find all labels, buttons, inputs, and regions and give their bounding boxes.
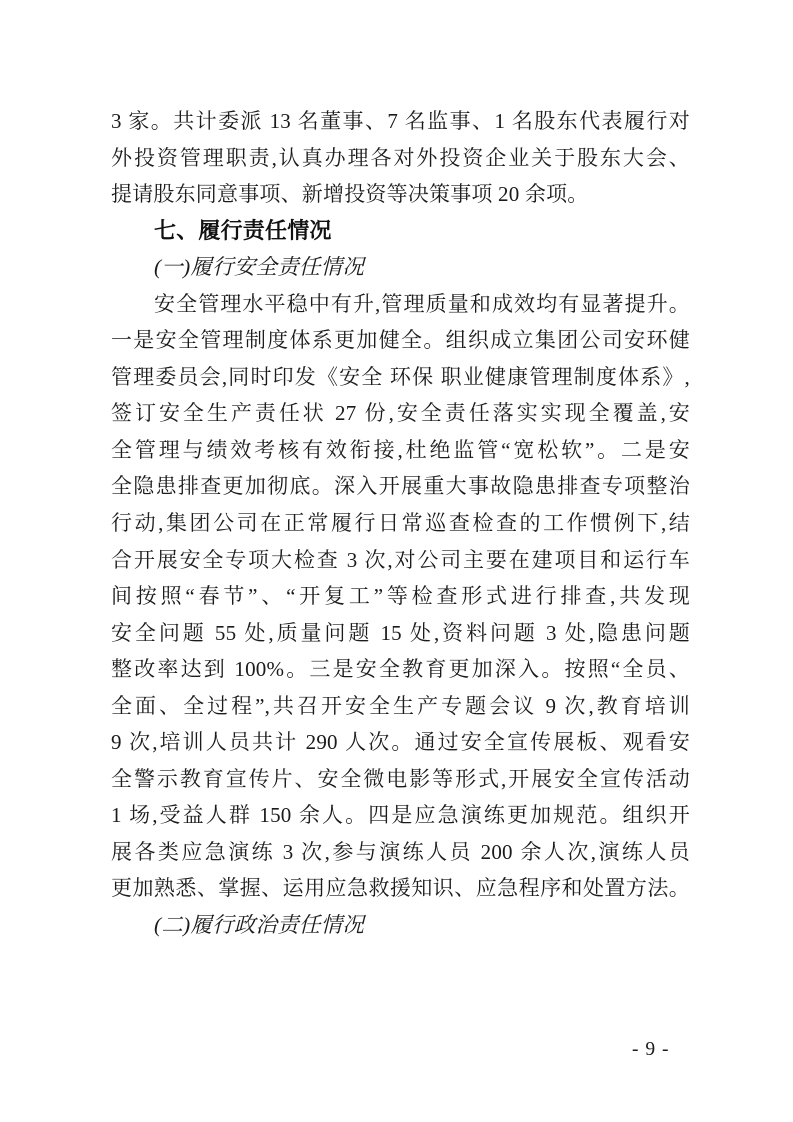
body-text-line: 行动,集团公司在正常履行日常巡查检查的工作惯例下,结 bbox=[111, 511, 690, 536]
body-text-line: 安全管理水平稳中有升,管理质量和成效均有显著提升。 bbox=[154, 291, 690, 316]
subsection-heading: (二)履行政治责任情况 bbox=[154, 913, 365, 938]
body-text-line: 间按照“春节”、“开复工”等检查形式进行排查,共发现 bbox=[111, 584, 690, 609]
body-text-line: 整改率达到 100%。三是安全教育更加深入。按照“全员、 bbox=[111, 657, 690, 682]
body-text-line: 签订安全生产责任状 27 份,安全责任落实实现全覆盖,安 bbox=[111, 401, 690, 426]
document-text-block bbox=[111, 103, 690, 944]
body-text-line: 全管理与绩效考核有效衔接,杜绝监管“宽松软”。二是安 bbox=[111, 437, 690, 462]
body-text-line: 全警示教育宣传片、安全微电影等形式,开展安全宣传活动 bbox=[111, 766, 690, 791]
body-text-line: 更加熟悉、掌握、运用应急救援知识、应急程序和处置方法。 bbox=[111, 876, 690, 901]
body-text-line: 全隐患排查更加彻底。深入开展重大事故隐患排查专项整治 bbox=[111, 474, 690, 499]
body-text-line: 合开展安全专项大检查 3 次,对公司主要在建项目和运行车 bbox=[111, 547, 690, 572]
body-text-line: 管理委员会,同时印发《安全 环保 职业健康管理制度体系》, bbox=[111, 364, 690, 389]
body-text-line: 提请股东同意事项、新增投资等决策事项 20 余项。 bbox=[111, 182, 589, 207]
body-text-line: 安全问题 55 处,质量问题 15 处,资料问题 3 处,隐患问题 bbox=[111, 620, 690, 645]
body-text-line: 9 次,培训人员共计 290 人次。通过安全宣传展板、观看安 bbox=[111, 730, 690, 755]
body-text-line: 3 家。共计委派 13 名董事、7 名监事、1 名股东代表履行对 bbox=[111, 109, 690, 133]
body-text-line: 外投资管理职责,认真办理各对外投资企业关于股东大会、 bbox=[111, 145, 690, 170]
body-text-line: 一是安全管理制度体系更加健全。组织成立集团公司安环健 bbox=[111, 328, 690, 353]
body-text-line: 1 场,受益人群 150 余人。四是应急演练更加规范。组织开 bbox=[111, 803, 690, 828]
body-text-line: 全面、全过程”,共召开安全生产专题会议 9 次,教育培训 bbox=[111, 693, 690, 718]
page-number: - 9 - bbox=[632, 1039, 670, 1060]
section-heading: 七、履行责任情况 bbox=[154, 217, 332, 243]
body-text-line: 展各类应急演练 3 次,参与演练人员 200 余人次,演练人员 bbox=[111, 839, 690, 864]
subsection-heading: (一)履行安全责任情况 bbox=[154, 255, 365, 280]
